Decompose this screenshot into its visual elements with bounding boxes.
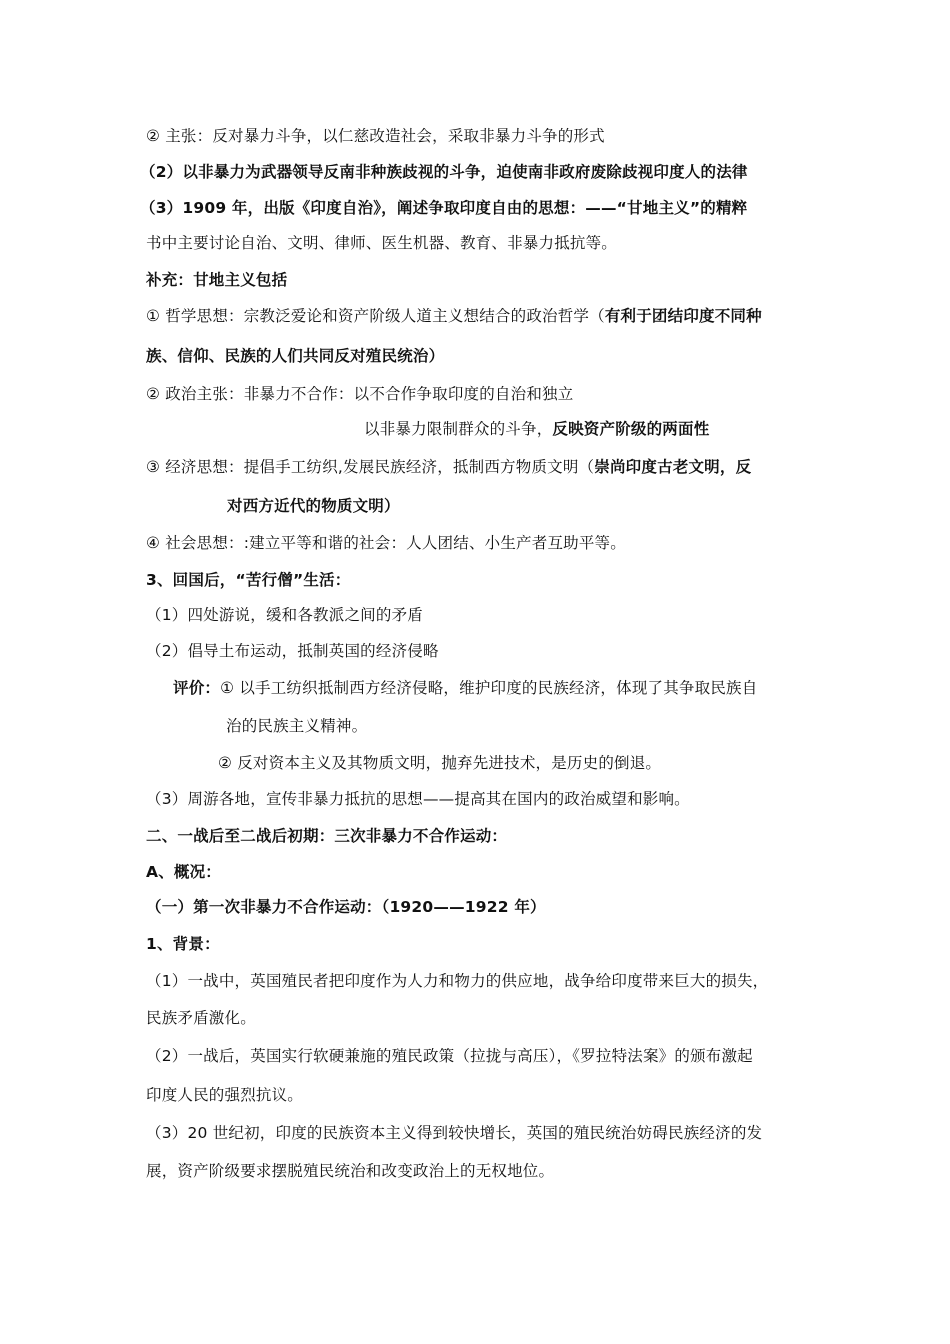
- text-line: ④ 社会思想：:建立平等和谐的社会：人人团结、小生产者互助平等。: [146, 534, 626, 552]
- text-line: （1）四处游说，缓和各教派之间的矛盾: [146, 606, 423, 624]
- text-line: 治的民族主义精神。: [226, 717, 368, 735]
- text-line: （3）周游各地，宣传非暴力抵抗的思想——提高其在国内的政治威望和影响。: [146, 790, 690, 808]
- text-line: ② 反对资本主义及其物质文明，抛弃先进技术，是历史的倒退。: [218, 754, 662, 772]
- text-line: 书中主要讨论自治、文明、律师、医生机器、教育、非暴力抵抗等。: [146, 234, 618, 252]
- text-line: （一）第一次非暴力不合作运动：（1920——1922 年）: [146, 898, 546, 916]
- text-line: （2）以非暴力为武器领导反南非种族歧视的斗争，迫使南非政府废除歧视印度人的法律: [140, 163, 748, 181]
- text-line: 二、一战后至二战后初期：三次非暴力不合作运动：: [146, 827, 508, 845]
- text-line: ② 政治主张：非暴力不合作：以不合作争取印度的自治和独立: [146, 385, 574, 403]
- text-line: ① 哲学思想：宗教泛爱论和资产阶级人道主义想结合的政治哲学（有利于团结印度不同种: [146, 307, 762, 325]
- text-line: 对西方近代的物质文明）: [227, 497, 400, 515]
- text-line: 族、信仰、民族的人们共同反对殖民统治）: [146, 347, 445, 365]
- text-line: ② 主张：反对暴力斗争，以仁慈改造社会，采取非暴力斗争的形式: [146, 127, 605, 145]
- text-line: （2）倡导土布运动，抵制英国的经济侵略: [146, 642, 439, 660]
- text-line: 印度人民的强烈抗议。: [146, 1086, 304, 1104]
- text-line: 3、回国后，“苦行僧”生活：: [146, 571, 351, 589]
- text-line: （3）20 世纪初，印度的民族资本主义得到较快增长，英国的殖民统治妨碍民族经济的发: [146, 1124, 763, 1142]
- text-line: （2）一战后，英国实行软硬兼施的殖民政策（拉拢与高压），《罗拉特法案》的颁布激起: [146, 1047, 753, 1065]
- text-line: ③ 经济思想：提倡手工纺织,发展民族经济，抵制西方物质文明（崇尚印度古老文明，反: [146, 458, 752, 476]
- text-line: 评价：① 以手工纺织抵制西方经济侵略，维护印度的民族经济，体现了其争取民族自: [173, 679, 758, 697]
- text-line: （3）1909 年，出版《印度自治》，阐述争取印度自由的思想：——“甘地主义”的精粹: [140, 199, 748, 217]
- text-line: A、概况：: [146, 863, 221, 881]
- text-line: 1、背景：: [146, 935, 220, 953]
- text-line: 补充：甘地主义包括: [146, 271, 288, 289]
- text-line: 以非暴力限制群众的斗争，反映资产阶级的两面性: [364, 420, 710, 438]
- text-line: （1）一战中，英国殖民者把印度作为人力和物力的供应地，战争给印度带来巨大的损失，: [146, 972, 769, 990]
- text-line: 民族矛盾激化。: [146, 1009, 256, 1027]
- text-line: 展，资产阶级要求摆脱殖民统治和改变政治上的无权地位。: [146, 1162, 555, 1180]
